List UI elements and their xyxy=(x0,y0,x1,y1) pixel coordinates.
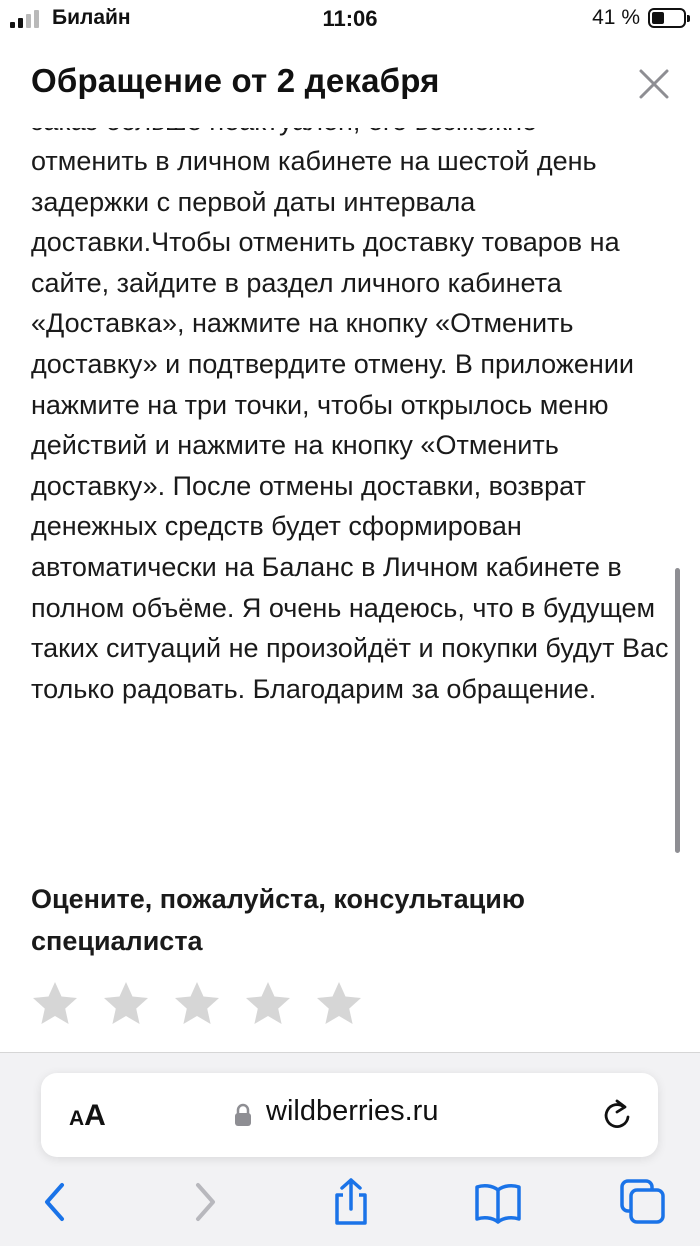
star-icon[interactable] xyxy=(173,980,221,1028)
back-icon[interactable] xyxy=(30,1177,80,1227)
carrier-name: Билайн xyxy=(52,6,131,29)
page-header xyxy=(0,40,700,128)
page-title: Обращение от 2 декабря xyxy=(31,62,440,99)
text-size-button[interactable]: AA xyxy=(69,1099,106,1132)
browser-bottom-bar xyxy=(0,1052,700,1246)
forward-icon[interactable] xyxy=(180,1177,230,1227)
rating-title: Оцените, пожалуйста, консультацию специалиста xyxy=(31,884,525,956)
message-text xyxy=(31,115,681,709)
share-icon[interactable] xyxy=(326,1177,376,1227)
lock-icon xyxy=(234,1103,252,1127)
status-bar xyxy=(0,0,700,40)
url-domain[interactable]: wildberries.ru xyxy=(266,1095,439,1127)
star-icon[interactable] xyxy=(31,980,79,1028)
reload-icon[interactable] xyxy=(602,1099,632,1131)
browser-toolbar xyxy=(0,1177,700,1227)
status-time: 11:06 xyxy=(322,6,378,31)
battery-icon xyxy=(648,8,686,28)
star-icon[interactable] xyxy=(102,980,150,1028)
message-content xyxy=(31,115,681,1035)
star-icon[interactable] xyxy=(315,980,363,1028)
bookmarks-icon[interactable] xyxy=(473,1177,523,1227)
message-body: отменить в личном кабинете на шестой день задержки с первой даты интервала доставки.Чтобы отменить доставку товаров на сайте, зайдите в раздел личного кабинета «Доставка», нажмите на кнопку «Отменить доставку» и подтвердите отмену. В приложении нажмите на три точки, чтобы открылось меню действий и нажмите на кнопку «Отменить доставку». После отмены доставки, возврат денежных средств будет сформирован автоматически на Баланс в Личном кабинете в полном объёме. Я очень надеюсь, что в будущем таких ситуаций не произойдёт и покупки будут Вас только радовать. Благодарим за обращение. xyxy=(31,146,669,704)
close-icon[interactable] xyxy=(638,68,670,100)
rating-stars xyxy=(31,980,363,1028)
star-icon[interactable] xyxy=(244,980,292,1028)
tabs-icon[interactable] xyxy=(618,1177,668,1227)
scrollbar[interactable] xyxy=(675,568,680,853)
address-bar[interactable] xyxy=(41,1073,658,1157)
battery-percent: 41 % xyxy=(592,6,640,29)
